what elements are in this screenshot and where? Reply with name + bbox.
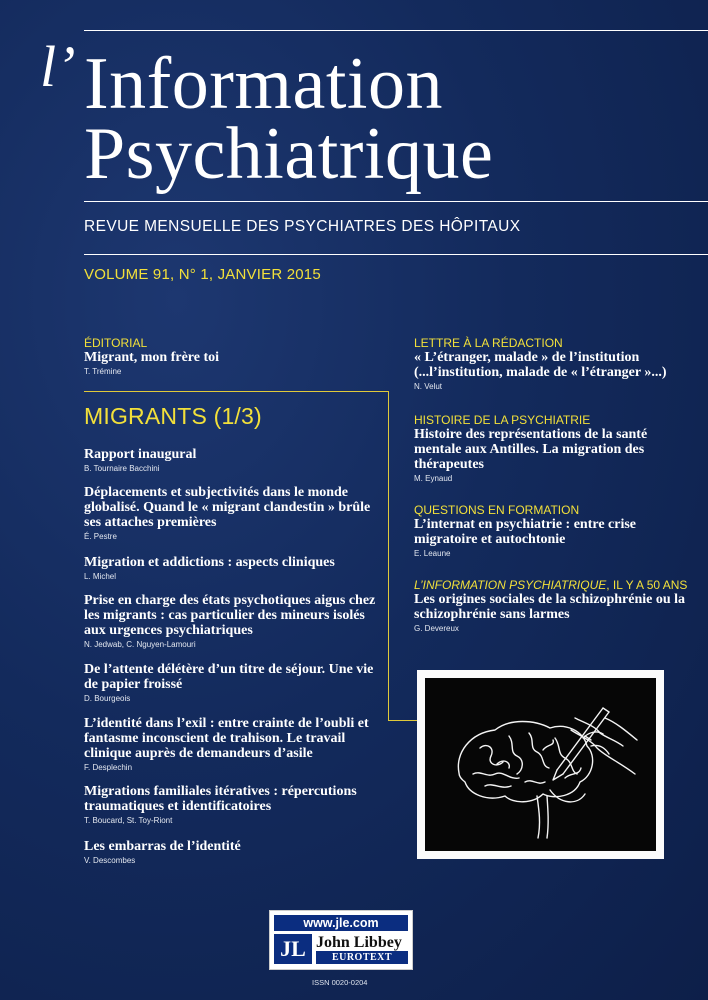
editorial-author: T. Trémine <box>84 367 122 376</box>
right-section <box>414 578 699 635</box>
dossier-article <box>84 716 384 774</box>
section-title: L’internat en psychiatrie : entre crise migratoire et autochtonie <box>414 517 637 547</box>
dossier-article <box>84 555 384 583</box>
article-author: D. Bourgeois <box>84 694 131 703</box>
section-title: Les origines sociales de la schizophrénie ou la schizophrénie sans larmes <box>414 592 686 622</box>
article-title: Prise en charge des états psychotiques aigus chez les migrants : cas particulier des mineurs isolés aux urgences psychiatriques <box>84 593 376 638</box>
section-category-italic: L’INFORMATION PSYCHIATRIQUE <box>414 578 607 592</box>
section-author: M. Eynaud <box>414 474 453 483</box>
journal-title-line1: Information <box>84 43 443 125</box>
journal-subtitle: REVUE MENSUELLE DES PSYCHIATRES DES HÔPITAUX <box>84 218 521 235</box>
publisher-name: John Libbey <box>316 934 402 951</box>
section-category: QUESTIONS EN FORMATION <box>414 503 580 517</box>
article-title: Migration et addictions : aspects cliniques <box>84 555 335 570</box>
section-title: « L’étranger, malade » de l’institution (...l’institution, malade de « l’étranger »...) <box>414 350 667 380</box>
right-section <box>414 413 684 485</box>
issn-number: ISSN 0020-0204 <box>312 978 368 987</box>
editorial-block <box>84 336 384 378</box>
journal-title-line2: Psychiatrique <box>84 113 494 195</box>
right-section <box>414 336 699 393</box>
article-author: N. Jedwab, C. Nguyen-Lamouri <box>84 640 196 649</box>
section-title: Histoire des représentations de la santé mentale aux Antilles. La migration des thérapeutes <box>414 427 648 472</box>
dossier-rule-vertical <box>388 391 389 721</box>
article-author: T. Boucard, St. Toy-Riont <box>84 816 173 825</box>
article-title: Rapport inaugural <box>84 447 197 462</box>
publisher-logo <box>269 910 413 970</box>
cover-illustration-frame <box>417 670 664 859</box>
publisher-monogram: JL <box>274 934 312 964</box>
section-category: LETTRE À LA RÉDACTION <box>414 336 563 350</box>
right-section <box>414 503 689 560</box>
article-author: L. Michel <box>84 572 117 581</box>
section-category: HISTOIRE DE LA PSYCHIATRIE <box>414 413 591 427</box>
article-author: É. Pestre <box>84 532 117 541</box>
article-title: Déplacements et subjectivités dans le monde globalisé. Quand le « migrant clandestin » brûle ses attaches premières <box>84 485 371 530</box>
section-author: N. Velut <box>414 382 443 391</box>
article-title: De l’attente délétère d’un titre de séjour. Une vie de papier froissé <box>84 662 374 692</box>
article-title: L’identité dans l’exil : entre crainte de l’oubli et fantasme inconscient de trahison. Le travail clinique auprès de demandeurs d’asile <box>84 716 369 761</box>
journal-title-article: l’ <box>40 34 76 99</box>
dossier-heading: MIGRANTS (1/3) <box>84 403 262 429</box>
section-author: E. Leaune <box>414 549 451 558</box>
article-author: B. Tournaire Bacchini <box>84 464 160 473</box>
dossier-rule-horizontal <box>84 391 389 392</box>
editorial-title: Migrant, mon frère toi <box>84 350 220 365</box>
publisher-url: www.jle.com <box>274 915 408 931</box>
publisher-name-block <box>316 934 408 964</box>
article-author: V. Descombes <box>84 856 136 865</box>
top-rule <box>84 30 708 31</box>
article-title: Les embarras de l’identité <box>84 839 241 854</box>
dossier-article <box>84 784 384 827</box>
article-title: Migrations familiales itératives : répercutions traumatiques et identificatoires <box>84 784 357 814</box>
section-category <box>414 578 699 592</box>
dossier-article <box>84 839 384 867</box>
editorial-category: ÉDITORIAL <box>84 336 148 350</box>
dossier-article <box>84 447 384 475</box>
publisher-subname: EUROTEXT <box>316 951 408 964</box>
brain-drawing-icon <box>425 678 656 851</box>
dossier-article <box>84 593 384 651</box>
dossier-article <box>84 662 374 705</box>
section-author: G. Devereux <box>414 624 459 633</box>
dossier-article <box>84 485 384 543</box>
dossier-rule-to-image <box>388 720 417 721</box>
brain-drawing-illustration <box>425 678 656 851</box>
section-category-rest: , IL Y A 50 ANS <box>606 578 688 592</box>
subtitle-bottom-rule <box>84 254 708 255</box>
issue-volume: VOLUME 91, N° 1, JANVIER 2015 <box>84 266 321 283</box>
subtitle-top-rule <box>84 201 708 202</box>
article-author: F. Desplechin <box>84 763 133 772</box>
